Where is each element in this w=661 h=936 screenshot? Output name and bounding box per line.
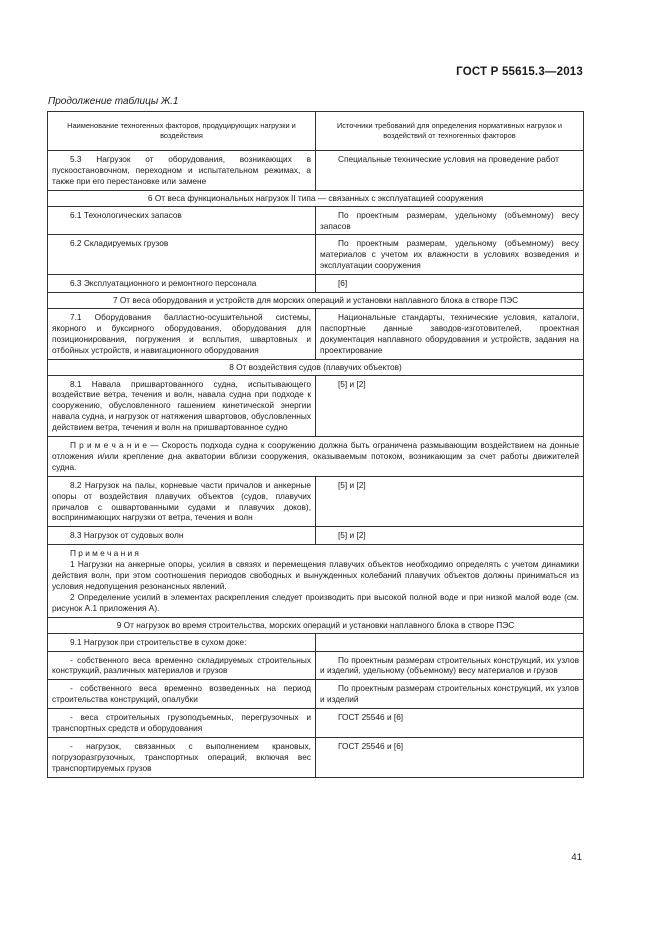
table-row: [48, 709, 584, 738]
table-row: [48, 190, 584, 206]
source-cell: ГОСТ 25546 и [6]: [316, 709, 584, 738]
source-cell: По проектным размерам, удельному (объемному) весу материалов с учетом их влажности в условиях возведения и эксплуатации сооружения: [316, 235, 584, 275]
section-heading: 7 От веса оборудования и устройств для морских операций и установки наплавного блока в створе ПЭС: [48, 293, 584, 309]
table-row: [48, 545, 584, 617]
source-cell: [5] и [2]: [316, 375, 584, 437]
table-row: [48, 235, 584, 275]
source-cell: [5] и [2]: [316, 476, 584, 527]
page-number: 41: [571, 852, 582, 863]
factor-cell: 6.1 Технологических запасов: [48, 206, 316, 235]
source-cell: По проектным размерам строительных конструкций, их узлов и изделий: [316, 680, 584, 709]
table-row: [48, 375, 584, 437]
source-cell: [6]: [316, 275, 584, 293]
table-row: [48, 680, 584, 709]
table-row: [48, 527, 584, 545]
section-heading: 8 От воздействия судов (плавучих объектов): [48, 359, 584, 375]
table-row: [48, 476, 584, 527]
header-factors: Наименование техногенных факторов, продуцирующих нагрузки и воздействия: [48, 112, 316, 151]
section-heading: 9 От нагрузок во время строительства, морских операций и установки наплавного блока в створе ПЭС: [48, 617, 584, 633]
factor-cell: 8.3 Нагрузок от судовых волн: [48, 527, 316, 545]
factor-cell: - собственного веса временно возведенных на период строительства конструкций, опалубки: [48, 680, 316, 709]
note-label: П р и м е ч а н и е —: [70, 440, 159, 451]
table-row: [48, 359, 584, 375]
source-cell: Специальные технические условия на проведение работ: [316, 151, 584, 191]
note-text: Скорость подхода судна к сооружению должна быть ограничена размывающим воздействием на донные отложения и/или крепление дна акватории вблизи сооружения, оказываемым потоком, возникающим за счет работы движителей судна.: [52, 440, 580, 472]
table-row: [48, 617, 584, 633]
factor-cell: 6.2 Складируемых грузов: [48, 235, 316, 275]
factor-cell: 7.1 Оборудования балластно-осушительной системы, якорного и буксирного оборудования, оборудования для позиционирования, погружения и всплытия, швартовных и отбойных устройств, и навигационного оборудования: [48, 308, 316, 359]
table-row: [48, 275, 584, 293]
source-cell: По проектным размерам строительных конструкций, их узлов и изделий, удельному (объемному) весу материалов и грузов: [316, 651, 584, 680]
source-cell: Национальные стандарты, технические условия, каталоги, паспортные данные заводов-изготовителей, проектная документация наплавного оборудования и устройств, задания на проектирование: [316, 308, 584, 359]
factor-cell: - собственного веса временно складируемых строительных конструкций, различных материалов и грузов: [48, 651, 316, 680]
source-cell: По проектным размерам, удельному (объемному) весу запасов: [316, 206, 584, 235]
table-row: [48, 308, 584, 359]
factor-cell: 8.2 Нагрузок на палы, корневые части причалов и анкерные опоры от воздействия плавучих объектов (судов, плавучих причалов с ошвартованными судами и плавучих доков), воспринимающих нагрузки от ветра, течения и волн: [48, 476, 316, 527]
table-row: [48, 737, 584, 777]
table-caption: Продолжение таблицы Ж.1: [48, 96, 179, 107]
source-cell: [5] и [2]: [316, 527, 584, 545]
table-note: [48, 437, 584, 477]
table-row: [48, 633, 584, 651]
source-cell: ГОСТ 25546 и [6]: [316, 737, 584, 777]
factor-cell: 5.3 Нагрузок от оборудования, возникающих в пускоостановочном, переходном и испытательном режимах, а также при его перестановке или замене: [48, 151, 316, 191]
note-item: 1 Нагрузки на анкерные опоры, усилия в связях и перемещения плавучих объектов необходимо определять с учетом динамики действия волн, при этом соотношения периодов свободных и вынужденных колебаний плавучих объектов должны приниматься из условия недопущения резонансных явлений.: [52, 559, 579, 591]
factor-cell: - веса строительных грузоподъемных, перегрузочных и транспортных средств и оборудования: [48, 709, 316, 738]
document-code: ГОСТ Р 55615.3—2013: [456, 66, 583, 78]
factor-cell: 9.1 Нагрузок при строительстве в сухом доке:: [48, 633, 316, 651]
table-header-row: [48, 112, 584, 151]
loads-table: [47, 111, 584, 778]
notes-label: П р и м е ч а н и я: [70, 548, 139, 559]
table-row: [48, 151, 584, 191]
header-sources: Источники требований для определения нормативных нагрузок и воздействий от техногенных факторов: [316, 112, 584, 151]
table-notes: [48, 545, 584, 617]
note-item: 2 Определение усилий в элементах раскрепления следует производить при высокой полной воде и при низкой малой воде (см. рисунок А.1 приложения А).: [52, 591, 579, 613]
factor-cell: 6.3 Эксплуатационного и ремонтного персонала: [48, 275, 316, 293]
source-cell: [316, 633, 584, 651]
section-heading: 6 От веса функциональных нагрузок II типа — связанных с эксплуатацией сооружения: [48, 190, 584, 206]
table-row: [48, 206, 584, 235]
table-row: [48, 651, 584, 680]
factor-cell: 8.1 Навала пришвартованного судна, испытывающего воздействие ветра, течения и волн, навала судна при подходе к сооружению, обусловленного гашением кинетической энергии навала судна, и нагрузок от натяжения швартовов, обусловленных действием ветра, течения и волн на пришвартованное судно: [48, 375, 316, 437]
table-row: [48, 293, 584, 309]
table-row: [48, 437, 584, 477]
factor-cell: - нагрузок, связанных с выполнением крановых, погрузоразгрузочных, транспортных операций, включая вес транспортируемых грузов: [48, 737, 316, 777]
